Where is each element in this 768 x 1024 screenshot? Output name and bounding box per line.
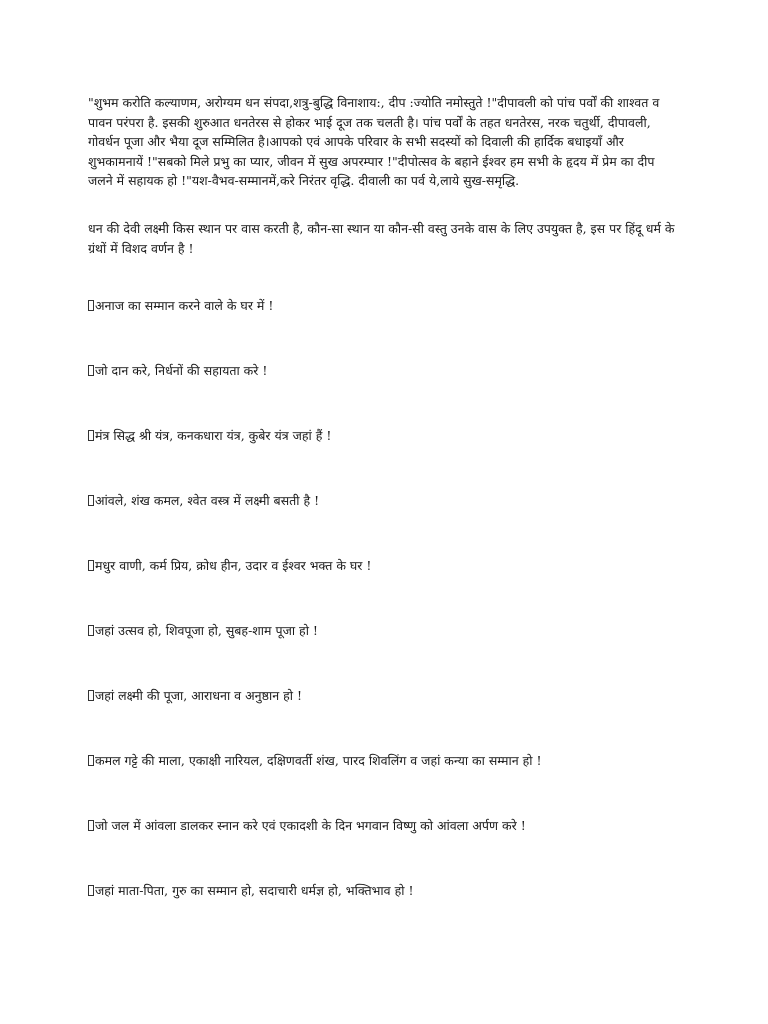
list-item: [88, 881, 708, 946]
bullet-list: [88, 296, 708, 946]
lakshmi-paragraph: धन की देवी लक्ष्मी किस स्थान पर वास करती है, कौन-सा स्थान या कौन-सी वस्तु उनके वास के लिए उपयुक्त है, इस पर हिंदू धर्म के ग्रंथों में विशद वर्णन है !: [88, 221, 675, 256]
list-item: [88, 686, 708, 751]
list-item-text: मधुर वाणी, कर्म प्रिय, क्रोध हीन, उदार व ईश्वर भक्त के घर !: [95, 558, 372, 573]
list-item-text: जहां उत्सव हो, शिवपूजा हो, सुबह-शाम पूजा हो !: [95, 623, 318, 638]
missing-glyph-icon: [88, 820, 94, 831]
missing-glyph-icon: [88, 300, 94, 311]
missing-glyph-icon: [88, 625, 94, 636]
list-item: [88, 296, 708, 361]
missing-glyph-icon: [88, 495, 94, 506]
missing-glyph-icon: [88, 885, 94, 896]
list-item-text: जो दान करे, निर्धनों की सहायता करे !: [95, 363, 268, 378]
list-item-text: जहां लक्ष्मी की पूजा, आराधना व अनुष्ठान हो !: [95, 688, 302, 703]
list-item: [88, 816, 708, 881]
missing-glyph-icon: [88, 755, 94, 766]
list-item: [88, 621, 708, 686]
list-item: [88, 491, 708, 556]
list-item-text: जहां माता-पिता, गुरु का सम्मान हो, सदाचारी धर्मज्ञ हो, भक्तिभाव हो !: [95, 883, 414, 898]
list-item-text: अनाज का सम्मान करने वाले के घर में !: [95, 298, 274, 313]
list-item: [88, 361, 708, 426]
list-item: [88, 426, 708, 491]
missing-glyph-icon: [88, 365, 94, 376]
list-item-text: कमल गट्टे की माला, एकाक्षी नारियल, दक्षिणवर्ती शंख, पारद शिवलिंग व जहां कन्या का सम्मान हो !: [95, 753, 542, 768]
missing-glyph-icon: [88, 690, 94, 701]
intro-paragraph: "शुभम करोति कल्याणम, अरोग्यम धन संपदा,शत्रु-बुद्धि विनाशाय:, दीप :ज्योति नमोस्तुते !"दीपावली को पांच पर्वों की शाश्वत व पावन परंपरा है. इसकी शुरुआत धनतेरस से होकर भाई दूज तक चलती है। पांच पर्वों के तहत धनतेरस, नरक चतुर्थी, दीपावली, गोवर्धन पूजा और भैया दूज सम्मिलित है।आपको एवं आपके परिवार के सभी सदस्यों को दिवाली की हार्दिक बधाइयाँ और शुभकामनायें !"सबको मिले प्रभु का प्यार, जीवन में सुख अपरम्पार !"दीपोत्सव के बहाने ईश्वर हम सभी के हृदय में प्रेम का दीप जलने में सहायक हो !"यश-वैभव-सम्मानमें,करे निरंतर वृद्धि. दीवाली का पर्व ये,लाये सुख-समृद्धि.: [88, 95, 660, 188]
list-item-text: आंवले, शंख कमल, श्वेत वस्त्र में लक्ष्मी बसती है !: [95, 493, 320, 508]
list-item-text: मंत्र सिद्ध श्री यंत्र, कनकधारा यंत्र, कुबेर यंत्र जहां हैं !: [95, 428, 332, 443]
list-item: [88, 556, 708, 621]
list-item-text: जो जल में आंवला डालकर स्नान करे एवं एकादशी के दिन भगवान विष्णु को आंवला अर्पण करे !: [95, 818, 526, 833]
missing-glyph-icon: [88, 560, 94, 571]
list-item: [88, 751, 708, 816]
missing-glyph-icon: [88, 430, 94, 441]
